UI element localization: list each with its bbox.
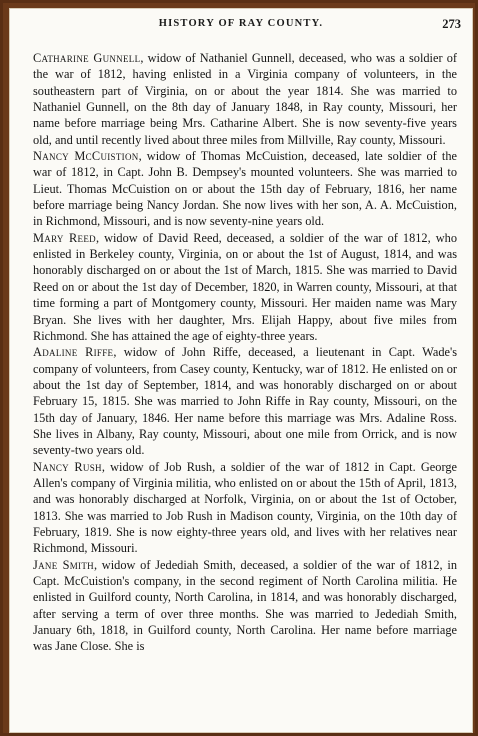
entry-name: Jane Smith — [33, 557, 94, 572]
entry-text: , widow of David Reed, deceased, a soldier of the war of 1812, who enlisted in Berkeley county, Virginia, on or about the 1st of August, 1814, and was honorably discharged on or about the 1st of March, 1815. She was married to David Reed on or about the 1st day of December, 1820, in Warren county, Missouri, at that time forming a part of Montgomery county, Missouri. Her maiden name was Mary Bryan. She lives with her daughter, Mrs. Elijah Happy, about five miles from Richmond. She has attained the age of eighty-three years. — [33, 230, 457, 343]
entry-adaline-riffe — [33, 344, 457, 458]
entry-name: Nancy McCuistion — [33, 149, 139, 164]
page-number: 273 — [442, 17, 461, 31]
body-text — [33, 50, 457, 655]
entry-text: , widow of Job Rush, a soldier of the war of 1812 in Capt. George Allen's company of Virginia militia, who enlisted on or about the 15th of April, 1813, and was honorably discharged at Norfolk, Virginia, on or about the 1st of October, 1813. She was married to Job Rush in Madison county, Virginia, on the 10th day of February, 1819. She is now eighty-three years old, and lives with her relatives near Richmond, Missouri. — [33, 459, 457, 556]
entry-nancy-rush — [33, 459, 457, 557]
page-header — [9, 18, 473, 34]
book-page — [9, 8, 473, 733]
entry-name: Catharine Gunnell — [33, 51, 141, 65]
entry-text: , widow of Thomas McCuistion, deceased, late soldier of the war of 1812, in Capt. John B. Dempsey's mounted volunteers. She was married to Lieut. Thomas McCuistion on or about the 15th day of February, 1816, her name before marriage being Nancy Jordan. She now lives with her son, A. A. McCuistion, in Richmond, Missouri, and is now seventy-nine years old. — [33, 149, 457, 229]
entry-catharine-gunnell — [33, 50, 457, 148]
entry-name: Mary Reed — [33, 230, 96, 245]
entry-name: Adaline Riffe — [33, 345, 114, 360]
entry-nancy-mccuistion — [33, 148, 457, 230]
running-head: HISTORY OF RAY COUNTY. — [158, 18, 324, 29]
entry-text: , widow of Nathaniel Gunnell, deceased, who was a soldier of the war of 1812, having enlisted in a Virginia company of volunteers, in the southeastern part of Virginia, on or about the year 1814. She was married to Nathaniel Gunnell, on the 8th day of January 1848, in Ray county, Missouri, her name before marriage being Mrs. Catharine Albert. She is now seventy-five years old, and until recently lived about three miles from Millville, Ray county, Missouri. — [33, 51, 457, 147]
entry-name: Nancy Rush — [33, 459, 102, 474]
entry-text: , widow of Jedediah Smith, deceased, a soldier of the war of 1812, in Capt. McCuistion's company, in the second regiment of North Carolina militia. He enlisted in Guilford county, North Carolina, in 1814, and was honorably discharged, after serving a term of over three months. She was married to Jedediah Smith, January 6th, 1818, in Guilford county, North Carolina. Her name before marriage was Jane Close. She is — [33, 557, 457, 654]
entry-text: , widow of John Riffe, deceased, a lieutenant in Capt. Wade's company of volunteers, from Casey county, Kentucky, war of 1812. He enlisted on or about the 1st day of September, 1814, and was honorably discharged on or about February 15, 1815. She was married to John Riffe in Ray county, Missouri, on the 15th day of January, 1846. Her name before this marriage was Mrs. Adaline Ross. She lives in Albany, Ray county, Missouri, about one mile from Orrick, and is now seventy-two years old. — [33, 345, 457, 458]
entry-jane-smith — [33, 557, 457, 655]
entry-mary-reed — [33, 230, 457, 344]
